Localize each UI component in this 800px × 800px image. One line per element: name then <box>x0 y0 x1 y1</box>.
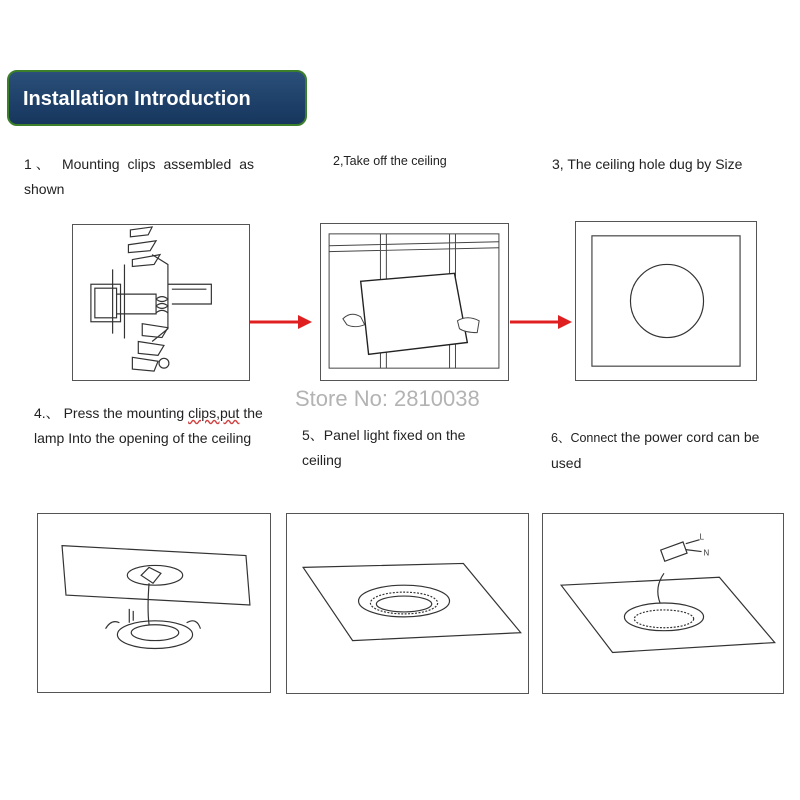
page-title: Installation Introduction <box>23 88 251 110</box>
step-6-text-a: 6、 <box>551 431 571 445</box>
live-label: L <box>699 532 704 542</box>
step-1-illustration <box>72 224 250 381</box>
arrow-icon <box>250 314 312 330</box>
step-2-caption: 2,Take off the ceiling <box>333 154 447 168</box>
step-3-caption: 3, The ceiling hole dug by Size <box>552 156 743 172</box>
step-6-text-b: Connect <box>570 431 618 445</box>
ceiling-hole-drawing <box>576 222 756 380</box>
neutral-label: N <box>703 548 710 558</box>
step-6-text-c: the power cord can be used <box>551 429 760 471</box>
step-5-illustration <box>286 513 529 694</box>
ceiling-tile-drawing <box>321 224 508 380</box>
fixed-panel-drawing <box>287 514 528 693</box>
step-4-text-a: 4.、 Press the mounting <box>34 405 189 421</box>
step-6-caption <box>551 425 766 476</box>
install-lamp-drawing <box>38 514 270 692</box>
title-banner <box>7 70 307 126</box>
step-4-text-c: the lamp Into the opening of the ceiling <box>34 405 263 446</box>
step-1-caption: 1、 Mounting clips assembled as shown <box>24 156 254 197</box>
step-4-text-b: clips,put <box>188 405 240 421</box>
arrow-icon <box>510 314 572 330</box>
step-4-caption <box>34 401 264 451</box>
step-6-illustration <box>542 513 784 694</box>
step-2-illustration <box>320 223 509 381</box>
step-4-illustration <box>37 513 271 693</box>
mounting-clip-drawing <box>73 225 249 380</box>
step-3-illustration <box>575 221 757 381</box>
store-watermark: Store No: 2810038 <box>295 386 480 411</box>
power-cord-drawing <box>543 514 783 693</box>
step-5-caption: 5、Panel light fixed on the ceiling <box>302 427 466 468</box>
